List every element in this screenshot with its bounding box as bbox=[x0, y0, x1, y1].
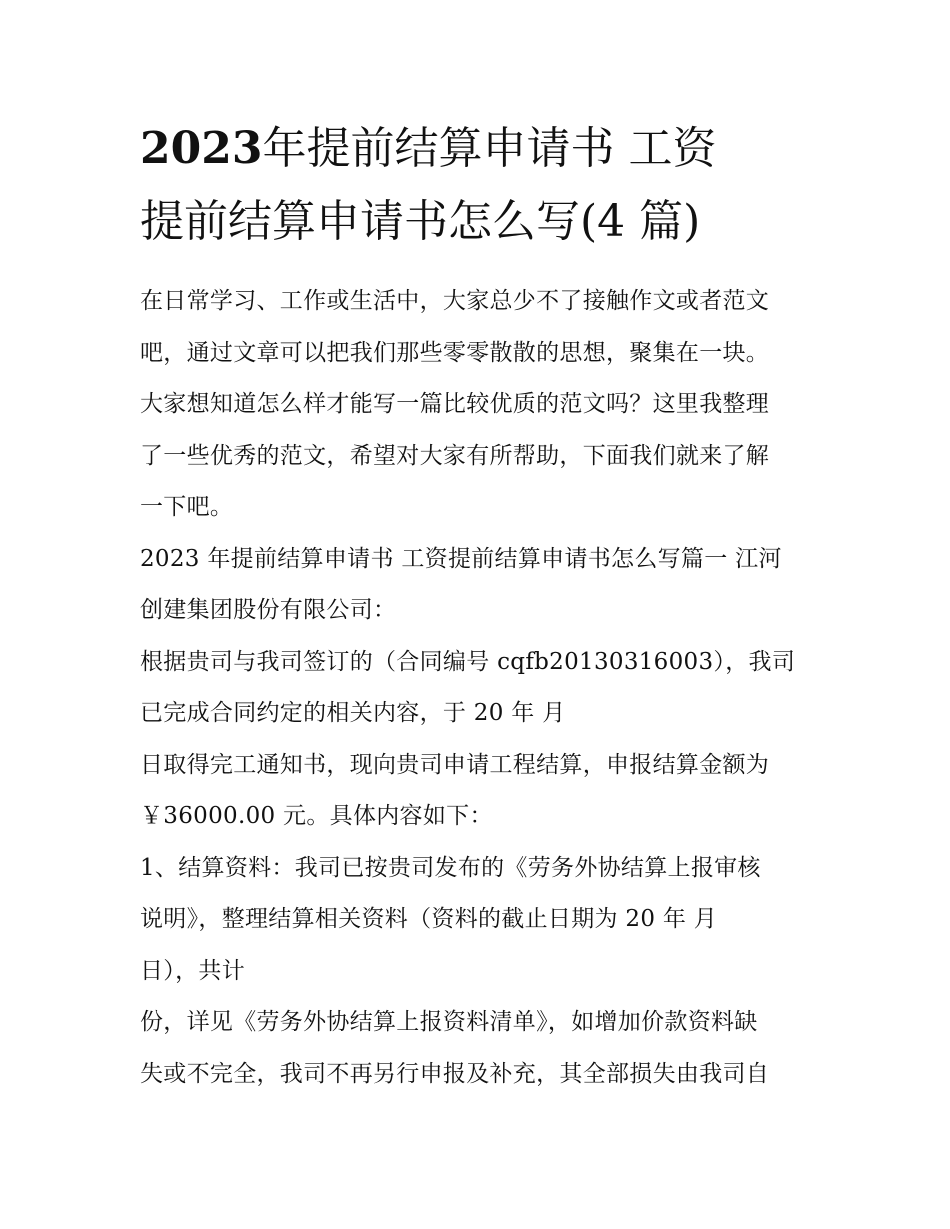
body-line: 说明》，整理结算相关资料（资料的截止日期为 20 年 月 bbox=[140, 906, 718, 932]
title-line-2 bbox=[140, 185, 820, 258]
title-line-1 bbox=[140, 112, 820, 185]
body-line: 1、结算资料：我司已按贵司发布的《劳务外协结算上报审核 bbox=[140, 854, 761, 881]
body-line: 份，详见《劳务外协结算上报资料清单》，如增加价款资料缺 bbox=[140, 1009, 758, 1035]
body-line: 一下吧。 bbox=[140, 494, 234, 520]
title-year: 2023 bbox=[140, 123, 263, 174]
body-line: 日），共计 bbox=[140, 957, 245, 984]
title-text-1: 年提前结算申请书 工资 bbox=[262, 123, 717, 174]
body-line: 了一些优秀的范文，希望对大家有所帮助，下面我们就来了解 bbox=[140, 442, 770, 469]
body-line: 吧，通过文章可以把我们那些零零散散的思想，聚集在一块。 bbox=[140, 339, 770, 366]
document-body bbox=[140, 276, 820, 1100]
body-line: 根据贵司与我司签订的（合同编号 cqfb20130316003），我司 bbox=[140, 648, 796, 675]
body-line: 大家想知道怎么样才能写一篇比较优质的范文吗？这里我整理 bbox=[140, 391, 770, 417]
body-line: 在日常学习、工作或生活中，大家总少不了接触作文或者范文 bbox=[140, 288, 770, 314]
body-line: 日取得完工通知书，现向贵司申请工程结算，申报结算金额为 bbox=[140, 751, 770, 778]
document-title bbox=[140, 112, 820, 258]
body-line: 2023 年提前结算申请书 工资提前结算申请书怎么写篇一 江河 bbox=[140, 545, 782, 572]
title-text-2: 提前结算申请书怎么写(4 篇) bbox=[140, 196, 701, 247]
body-line: 已完成合同约定的相关内容，于 20 年 月 bbox=[140, 700, 566, 726]
body-line: 创建集团股份有限公司： bbox=[140, 597, 397, 623]
body-line: 失或不完全，我司不再另行申报及补充，其全部损失由我司自 bbox=[140, 1060, 770, 1087]
body-line: ￥36000.00 元。具体内容如下： bbox=[140, 803, 493, 829]
